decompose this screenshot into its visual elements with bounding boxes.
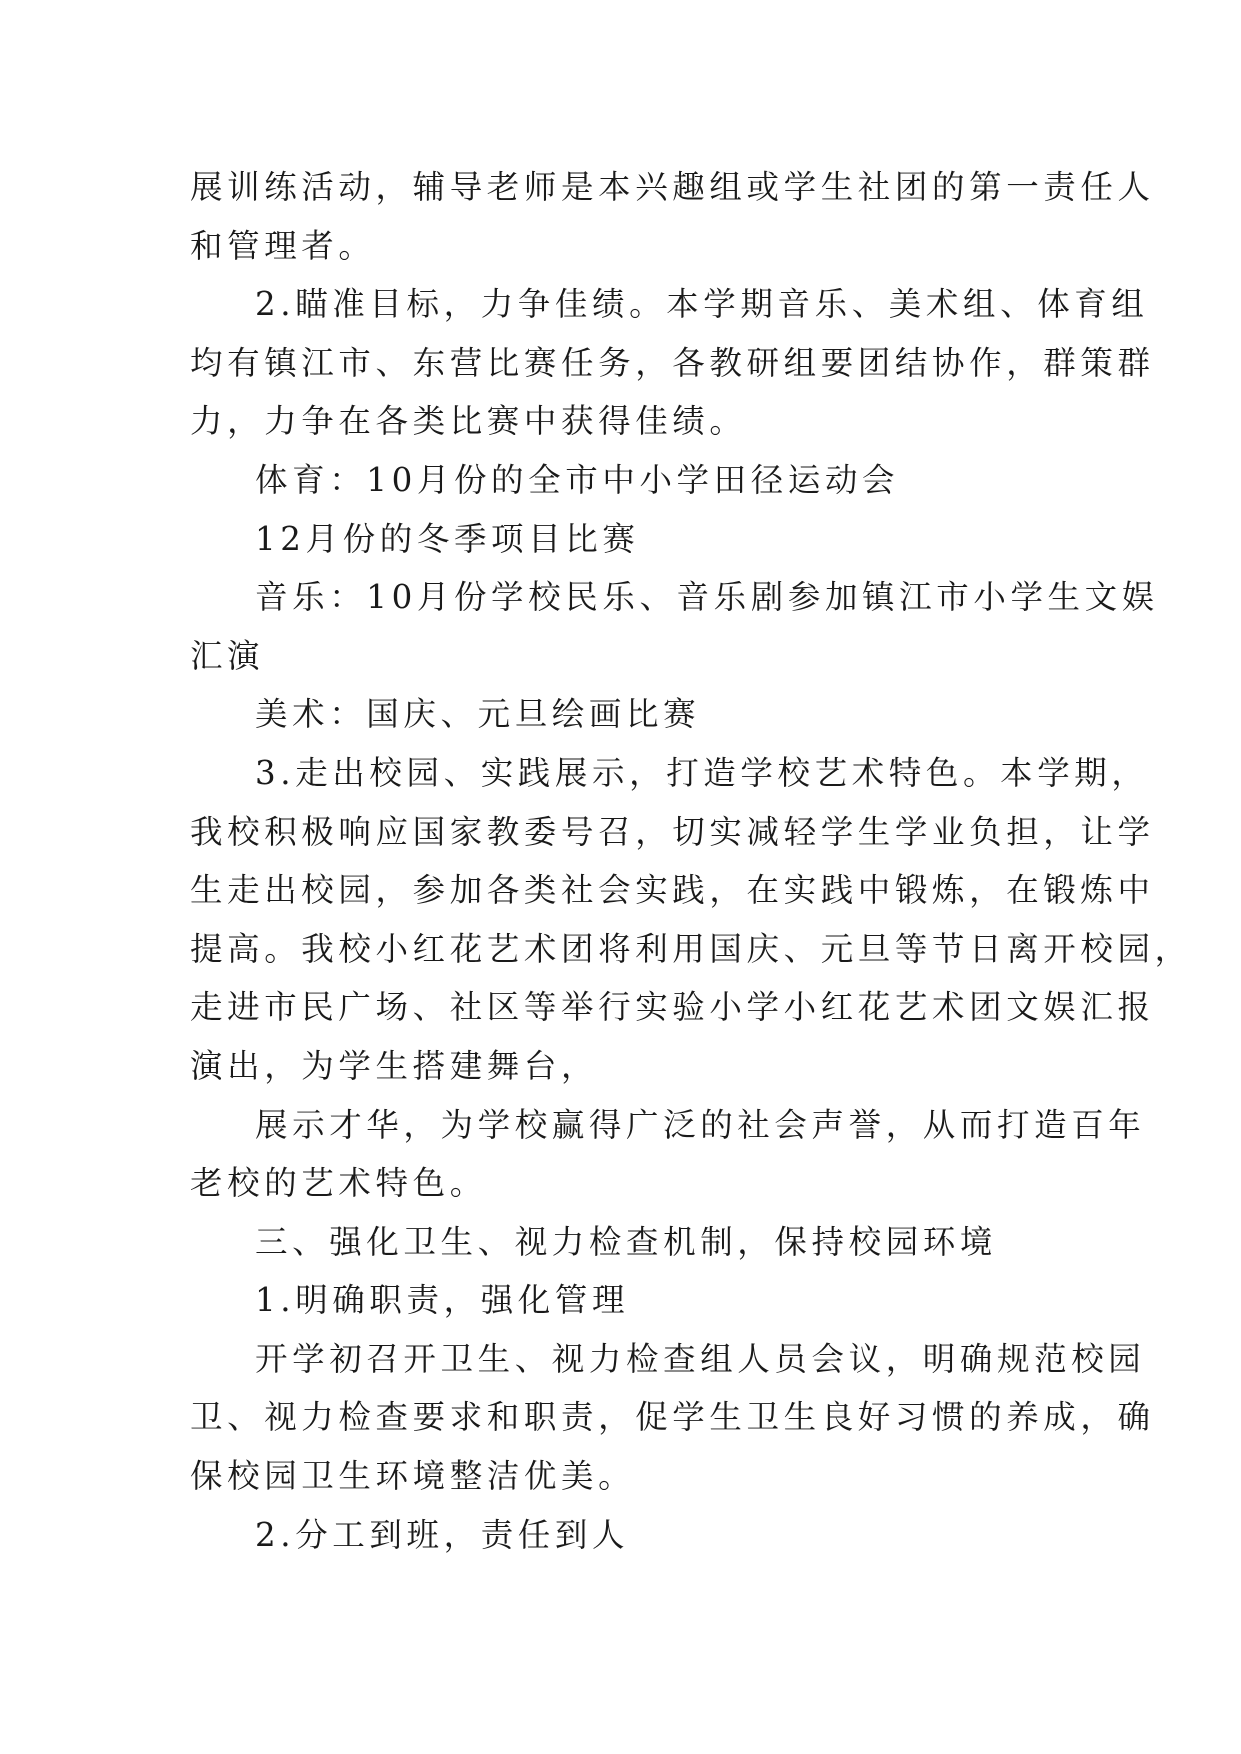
text-line: 音乐：10月份学校民乐、音乐剧参加镇江市小学生文娱 bbox=[255, 578, 1159, 617]
section-heading: 三、强化卫生、视力检查机制，保持校园环境 bbox=[255, 1222, 998, 1261]
text-line: 展训练活动，辅导老师是本兴趣组或学生社团的第一责任人 bbox=[190, 168, 1155, 206]
text-line: 展示才华，为学校赢得广泛的社会声誉，从而打造百年 bbox=[255, 1105, 1146, 1144]
text-line: 演出，为学生搭建舞台， bbox=[190, 1046, 599, 1085]
text-line: 汇演 bbox=[190, 636, 265, 675]
text-line: 我校积极响应国家教委号召，切实减轻学生学业负担，让学 bbox=[190, 812, 1155, 851]
text-line: 和管理者。 bbox=[190, 226, 376, 265]
text-line: 开学初召开卫生、视力检查组人员会议，明确规范校园 bbox=[255, 1339, 1146, 1378]
text-line: 美术：国庆、元旦绘画比赛 bbox=[255, 695, 701, 734]
text-line: 12月份的冬季项目比赛 bbox=[255, 519, 640, 558]
text-line: 老校的艺术特色。 bbox=[190, 1164, 487, 1203]
subsection-heading: 1.明确职责，强化管理 bbox=[255, 1281, 630, 1320]
document-body bbox=[190, 158, 1192, 1564]
text-line: 3.走出校园、实践展示，打造学校艺术特色。本学期， bbox=[255, 753, 1149, 792]
text-line: 保校园卫生环境整洁优美。 bbox=[190, 1457, 636, 1496]
text-line: 力，力争在各类比赛中获得佳绩。 bbox=[190, 402, 747, 441]
text-line: 提高。我校小红花艺术团将利用国庆、元旦等节日离开校园， bbox=[190, 929, 1192, 968]
text-line: 生走出校园，参加各类社会实践，在实践中锻炼，在锻炼中 bbox=[190, 871, 1155, 910]
text-line: 2.瞄准目标，力争佳绩。本学期音乐、美术组、体育组 bbox=[255, 285, 1149, 324]
text-line: 走进市民广场、社区等举行实验小学小红花艺术团文娱汇报 bbox=[190, 988, 1155, 1027]
subsection-heading: 2.分工到班，责任到人 bbox=[255, 1515, 630, 1554]
text-line: 均有镇江市、东营比赛任务，各教研组要团结协作，群策群 bbox=[190, 343, 1155, 382]
text-line: 体育：10月份的全市中小学田径运动会 bbox=[255, 460, 900, 499]
text-line: 卫、视力检查要求和职责，促学生卫生良好习惯的养成，确 bbox=[190, 1398, 1155, 1437]
